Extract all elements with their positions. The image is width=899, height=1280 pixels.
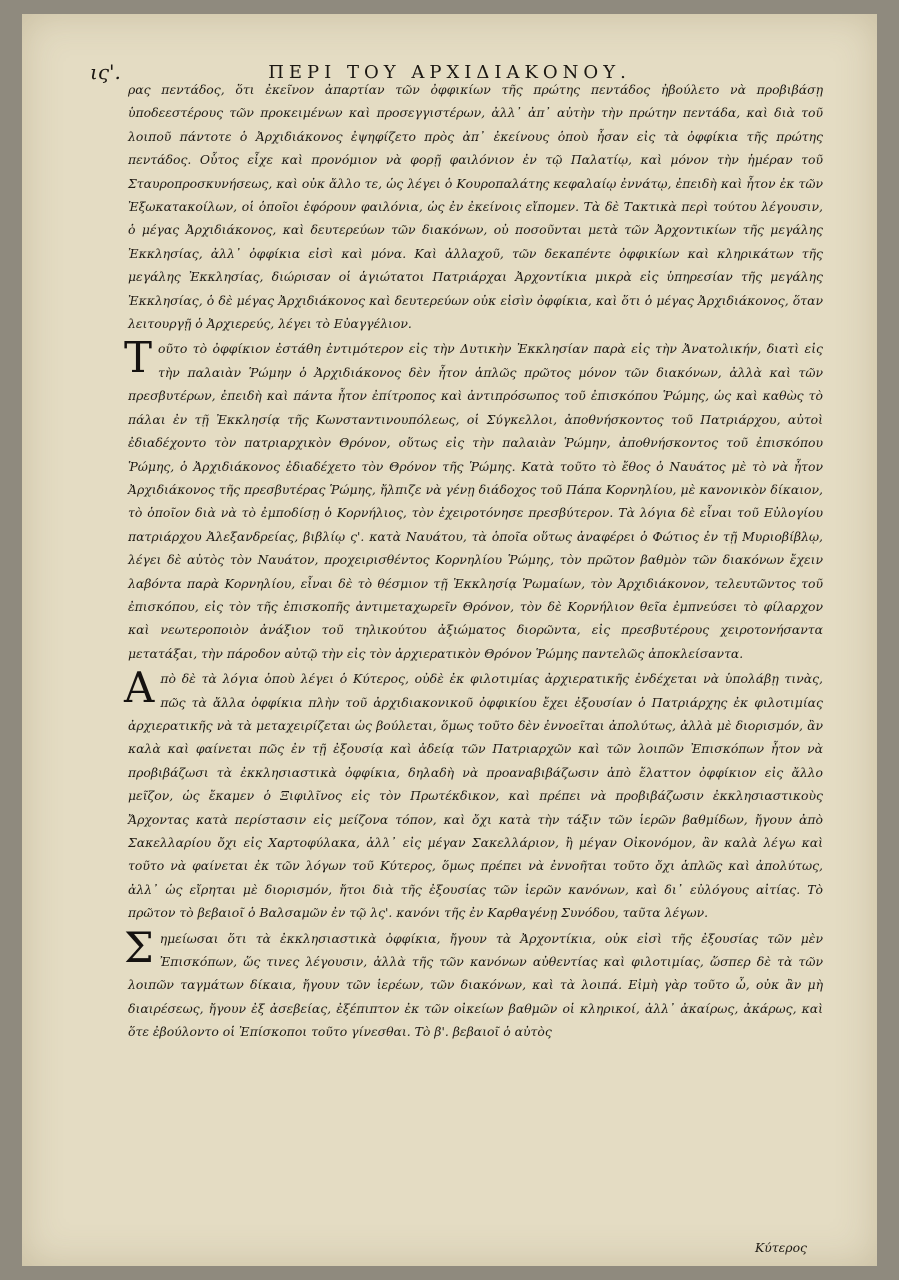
paragraph-tuto [124, 333, 823, 665]
catchword: Κύτερος [755, 1240, 807, 1255]
body-text [124, 78, 823, 1044]
drop-cap: Τ [124, 333, 153, 383]
paragraph-text: πὸ δὲ τὰ λόγια ὁποὺ λέγει ὁ Κύτερος, οὐδὲ ἐκ φιλοτιμίας ἀρχιερατικῆς ἐνδέχεται νὰ ὑπολάβῃ τινὰς, πῶς τὰ ἄλλα ὀφφίκια πλὴν τοῦ ἀρχιδιακονικοῦ ὀφφικίου ἔχει ἐξουσίαν ὁ Πατριάρχης ἐκ φιλοτιμίας ἀρχιερατικῆς νὰ τὰ μεταχειρίζεται ὡς βούλεται, ὅμως τοῦτο δὲν ἐννοεῖται ἀπολύτως, ἀλλὰ μὲ διορισμόν, ἂν καλὰ καὶ φαίνεται πῶς ἐν τῇ ἐξουσίᾳ καὶ ἀδείᾳ τῶν Πατριαρχῶν καὶ τῶν λοιπῶν Ἐπισκόπων ἦτον νὰ προβιβάζωσι τὰ ἐκκλησιαστικὰ ὀφφίκια, δηλαδὴ νὰ προαναβιβάζωσιν ἀπὸ ἔλαττον ὀφφίκιον εἰς ἄλλο μεῖζον, ὡς ἔκαμεν ὁ Ξιφιλῖνος εἰς τὸν Πρωτέκδικον, καὶ πρέπει νὰ προβιβάζωσιν ἐκκλησιαστικοὺς Ἄρχοντας κατὰ περίστασιν εἰς μείζονα τόπον, καὶ ὄχι κατὰ τὴν τάξιν τῶν ἱερῶν βαθμίδων, ἤγουν ἀπὸ Σακελλαρίου ὄχι εἰς Χαρτοφύλακα, ἀλλ᾽ εἰς μέγαν Σακελλάριον, ἢ μέγαν Οἰκονόμον, ἂν καλὰ λέγω καὶ τοῦτο νὰ φαίνεται ἐκ τῶν λόγων τοῦ Κύτερος, ὅμως πρέπει νὰ ἐννοῆται τοῦτο ὄχι ἁπλῶς καὶ ἀπολύτως, ἀλλ᾽ ὡς εἴρηται μὲ διορισμόν, ἤτοι διὰ τῆς ἐξουσίας τῶν ἱερῶν κανόνων, καὶ δι᾽ εὐλόγους αἰτίας. Τὸ πρῶτον τὸ βεβαιοῖ ὁ Βαλσαμῶν ἐν τῷ λς'. κανόνι τῆς ἐν Καρθαγένῃ Συνόδου, ταῦτα λέγων. [128, 671, 823, 921]
paragraph-text: ημείωσαι ὅτι τὰ ἐκκλησιαστικὰ ὀφφίκια, ἤγουν τὰ Ἀρχοντίκια, οὐκ εἰσὶ τῆς ἐξουσίας τῶν μὲν Ἐπισκόπων, ὥς τινες λέγουσιν, ἀλλὰ τῆς τῶν κανόνων αὐθεντίας καὶ φιλοτιμίας, ὥσπερ δὲ τὰ τῶν λοιπῶν ταγμάτων δίκαια, ἤγουν τῶν ἱερέων, τῶν διακόνων, καὶ τὰ λοιπά. Εἰμὴ γὰρ τοῦτο ὦ, οὐκ ἂν μὴ διαιρέσεως, ἤγουν ἐξ ἀσεβείας, ἐξέπιπτον ἐκ τῶν οἰκείων βαθμῶν οἱ κληρικοί, ἀλλ᾽ ἀκαίρως, ἀκάρως, καὶ ὅτε ἐβούλοντο οἱ Ἐπίσκοποι τοῦτο γίνεσθαι. Τὸ β'. βεβαιοῖ ὁ αὐτὸς [128, 930, 823, 1040]
paragraph-apo [124, 663, 823, 924]
running-head: ΠΕΡΙ ΤΟΥ ΑΡΧΙΔΙΑΚΟΝΟΥ. [268, 62, 631, 83]
paragraph-text: οῦτο τὸ ὀφφίκιον ἐστάθη ἐντιμότερον εἰς τὴν Δυτικὴν Ἐκκλησίαν παρὰ εἰς τὴν Ἀνατολικήν, διατὶ εἰς τὴν παλαιὰν Ῥώμην ὁ Ἀρχιδιάκονος δὲν ἦτον ἁπλῶς πρῶτος μόνον τῶν διακόνων, ἀλλὰ καὶ τῶν πρεσβυτέρων, ἐπειδὴ καὶ πάντα ἦτον ἐπίτροπος καὶ ἀντιπρόσωπος τοῦ ἐπισκόπου Ῥώμης, ὡς καὶ καθὼς τὸ πάλαι ἐν τῇ Ἐκκλησίᾳ τῆς Κωνσταντινουπόλεως, οἱ Σύγκελλοι, ἀποθνήσκοντος τοῦ Πατριάρχου, αὐτοὶ ἐδιαδέχοντο τὸν πατριαρχικὸν Θρόνον, οὕτως εἰς τὴν παλαιὰν Ῥώμην, ἀποθνήσκοντος τοῦ ἐπισκόπου Ῥώμης, ὁ Ἀρχιδιάκονος ἐδιαδέχετο τὸν Θρόνον τῆς Ῥώμης. Κατὰ τοῦτο τὸ ἔθος ὁ Ναυάτος μὲ τὸ νὰ ἦτον Ἀρχιδιάκονος τῆς πρεσβυτέρας Ῥώμης, ἤλπιζε νὰ γένῃ διάδοχος τοῦ Πάπα Κορνηλίου, μὲ κανονικὸν δίκαιον, τὸ ὁποῖον διὰ νὰ τὸ ἐμποδίσῃ ὁ Κορνήλιος, τὸν ἐχειροτόνησε πρεσβύτερον. Τὰ λόγια δὲ εἶναι τοῦ Εὐλογίου πατριάρχου Ἀλεξανδρείας, βιβλίῳ ς'. κατὰ Ναυάτου, τὰ ὁποῖα οὕτως ἀναφέρει ὁ Φώτιος ἐν τῇ Μυριοβίβλῳ, λέγει δὲ αὐτὸς τὸν Ναυάτον, προχειρισθέντος Κορνηλίου Ῥώμης, τὸν πρῶτον βαθμὸν τῶν διακόνων ἔχειν λαβόντα παρὰ Κορνηλίου, εἶναι δὲ τὸ θέσμιον τῇ Ἐκκλησίᾳ Ῥωμαίων, τὸν Ἀρχιδιάκονον, τελευτῶντος τοῦ ἐπισκόπου, εἰς τὸν τῆς ἐπισκοπῆς ἀντιμεταχωρεῖν Θρόνον, τὸν δὲ Κορνήλιον θεῖα ἐμπνεύσει τὸ φίλαρχον καὶ νεωτεροποιὸν ἀνάξιον τοῦ τηλικούτου ἀξιώματος διορῶντα, εἰς πρεσβυτέρους χειροτονήσαντα μετατάξαι, τὴν πάροδον αὐτῷ τὴν εἰς τὸν ἀρχιερατικὸν Θρόνον Ῥώμης παντελῶς ἀποκλείσαντα. [128, 341, 823, 661]
paragraph-quote [124, 922, 823, 1044]
paragraph-text: ρας πεντάδος, ὅτι ἐκεῖνον ἀπαρτίαν τῶν ὀφφικίων τῆς πρώτης πεντάδος ἠβούλετο νὰ προβιβάσῃ ὑποδεεστέρους τῶν προκειμένων καὶ προσεγγιστέρων, ἀλλ᾽ ἀπ᾽ αὐτὴν τὴν πρώτην πεντάδα, καὶ διὰ τοῦ λοιποῦ πάντοτε ὁ Ἀρχιδιάκονος ἐψηφίζετο πρὸς ἀπ᾽ ἐκείνους ὁποὺ ἦσαν εἰς τὰ ὀφφίκια τῆς πρώτης πεντάδος. Οὗτος εἶχε καὶ προνόμιον νὰ φορῇ φαιλόνιον ἐν τῷ Παλατίῳ, καὶ μόνον τὴν ἡμέραν τοῦ Σταυροπροσκυνήσεως, καὶ οὐκ ἄλλο τε, ὡς λέγει ὁ Κουροπαλάτης κεφαλαίῳ ἐννάτῳ, ἐπειδὴ καὶ ἦτον ἐκ τῶν Ἐξωκατακοίλων, οἱ ὁποῖοι ἐφόρουν φαιλόνια, ὡς ἐν ἐκείνοις εἴπομεν. Τὰ δὲ Τακτικὰ περὶ τούτου λέγουσιν, ὁ μέγας Ἀρχιδιάκονος, καὶ δευτερεύων τῶν διακόνων, οὐ ποσοῦνται μετὰ τῶν Ἀρχοντικίων τῆς μεγάλης Ἐκκλησίας, ἀλλ᾽ ὀφφίκια εἰσὶ καὶ μόνα. Καὶ ἀλλαχοῦ, τῶν δεκαπέντε ὀφφικίων καὶ κληρικάτων τῆς μεγάλης Ἐκκλησίας, διώρισαν οἱ ἁγιώτατοι Πατριάρχαι Ἀρχοντίκια μικρὰ εἰς ὑπηρεσίαν τῆς μεγάλης Ἐκκλησίας, ὁ δὲ μέγας Ἀρχιδιάκονος καὶ δευτερεύων οὐκ εἰσὶν ὀφφίκια, καὶ ὅτι ὁ μέγας Ἀρχιδιάκονος, ὅταν λειτουργῇ ὁ Ἀρχιερεύς, λέγει τὸ Εὐαγγέλιον. [128, 82, 823, 332]
paragraph-continued [128, 78, 823, 335]
drop-cap: Α [124, 663, 155, 713]
drop-cap: Σ [124, 922, 154, 972]
folio-number: ις'. [90, 60, 121, 84]
